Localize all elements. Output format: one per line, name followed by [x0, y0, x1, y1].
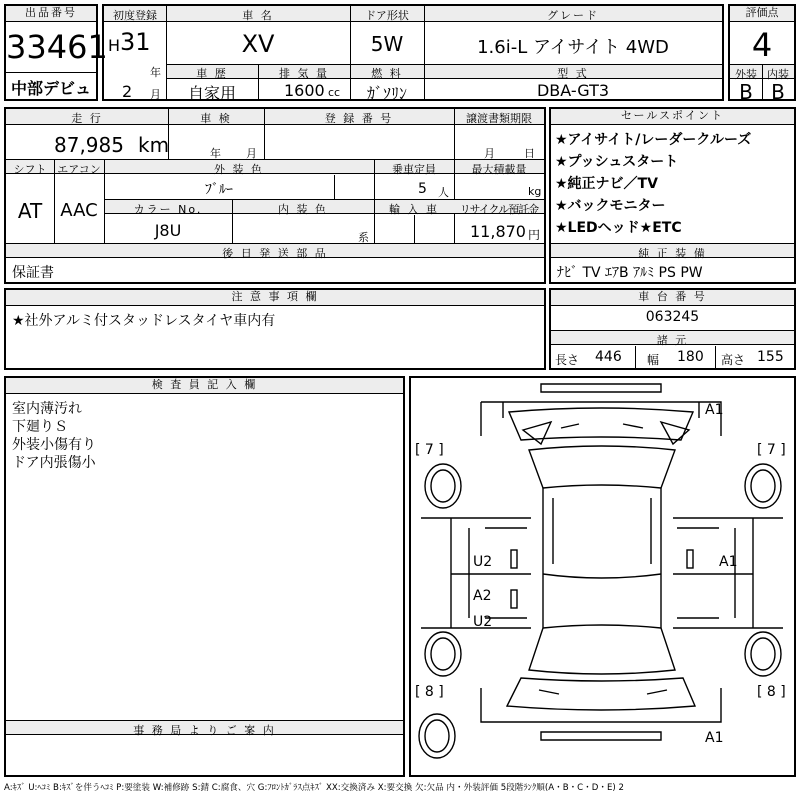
shift: AT	[17, 199, 43, 223]
history: 自家用	[187, 84, 236, 103]
model: DBA-GT3	[536, 81, 610, 100]
mileage-label: 走 行	[71, 112, 103, 125]
inspection-month-unit: 月	[246, 147, 257, 160]
sales-point-item: ★純正ナビ／TV	[555, 176, 658, 192]
score-label: 評価点	[730, 6, 794, 22]
inspector-line: 室内薄汚れ	[12, 401, 82, 417]
details-box	[4, 107, 546, 284]
exterior-color: ﾌﾞﾙｰ	[205, 182, 233, 198]
capacity: 5	[418, 181, 427, 197]
mark-top: A1	[705, 402, 724, 418]
mark-tire-rr: [ 8 ]	[757, 684, 786, 700]
aircon-label: エアコン	[57, 163, 101, 176]
sales-point-item: ★LEDヘッド★ETC	[555, 220, 682, 236]
office-label: 事 務 局 よ り ご 案 内	[133, 724, 276, 737]
legend: A:ｷｽﾞ U:ﾍｺﾐ B:ｷｽﾞを伴うﾍｺﾐ P:要塗装 W:補修跡 S:錆 C:腐食、穴 G:ﾌﾛﾝﾄｶﾞﾗｽ点ｷｽﾞ XX:交換済み X:要交換 欠:欠品 内・外装評価 5段階ﾗﾝｸ順(A・B・C・D・E) 2	[4, 783, 624, 793]
model-label: 型 式	[557, 67, 589, 80]
car-diagram	[409, 376, 796, 777]
lot-number: 33461	[6, 28, 108, 66]
displacement-label: 排 気 量	[279, 67, 329, 80]
interior-color-label: 内 装 色	[278, 203, 328, 216]
mileage: 87,985	[54, 133, 124, 157]
lot-box	[4, 4, 108, 101]
shift-label: シフト	[13, 163, 47, 176]
score: 4	[751, 26, 773, 64]
width-label: 幅	[647, 353, 660, 367]
mark-bottom: A1	[705, 730, 724, 746]
vehicle-header	[102, 4, 724, 101]
grade: 1.6i-L アイサイト 4WD	[477, 37, 669, 58]
sales-points-box	[549, 107, 796, 284]
mark-left-rear-door-a: A2	[473, 588, 492, 604]
chassis-number: 063245	[645, 309, 700, 325]
notes: ★社外アルミ付スタッドレスタイヤ車内有	[12, 313, 276, 329]
sales-point-item: ★プッシュスタート	[555, 154, 679, 170]
inspector-line: ドア内張傷小	[12, 455, 96, 471]
door-label: ドア形状	[365, 9, 409, 22]
mark-right-front-door: A1	[719, 554, 738, 570]
dims-label: 諸 元	[656, 334, 689, 347]
import-label: 輸 入 車	[389, 203, 439, 216]
inspector-box	[4, 376, 405, 777]
recycle-unit: 円	[528, 228, 541, 242]
recycle-fee: 11,870	[470, 222, 526, 241]
recycle-label: リサイクル預託金	[459, 203, 539, 216]
notes-box	[4, 288, 546, 370]
capacity-label: 乗車定員	[392, 163, 436, 176]
color-label: 外 装 色	[214, 163, 264, 176]
inspection-label: 車 検	[200, 112, 232, 125]
width: 180	[677, 349, 704, 365]
displacement: 1600	[284, 81, 325, 100]
door-type: 5W	[370, 32, 404, 56]
notes-label: 注 意 事 項 欄	[6, 290, 544, 306]
first-reg-month: 2	[122, 82, 133, 101]
sales-points-label: セールスポイント	[551, 109, 794, 125]
displacement-unit: cc	[328, 86, 341, 99]
ext-grade: B	[739, 80, 753, 104]
equipment: ﾅﾋﾞ TV ｴｱB ｱﾙﾐ PS PW	[557, 265, 703, 281]
mark-left-rear-door-u: U2	[473, 614, 493, 630]
reg-number-label: 登 録 番 号	[324, 112, 394, 125]
int-grade: B	[771, 80, 785, 104]
first-reg-label: 初度登録	[113, 9, 157, 22]
chassis-box	[549, 288, 796, 370]
height-label: 高さ	[721, 353, 746, 367]
color-no-label: カラー No.	[133, 203, 203, 216]
mark-tire-fr: [ 7 ]	[757, 442, 786, 458]
max-load-label: 最大積載量	[471, 163, 527, 176]
mark-left-front-door: U2	[473, 554, 493, 570]
later-parts: 保証書	[12, 265, 54, 281]
height: 155	[757, 349, 784, 365]
inspector-line: 下廻りＳ	[12, 419, 68, 435]
fuel-label: 燃 料	[371, 67, 403, 80]
mark-tire-rl: [ 8 ]	[415, 684, 444, 700]
car-name-label: 車 名	[242, 9, 274, 22]
corner-name: 中部デビュ	[10, 79, 91, 98]
lot-label: 出品番号	[6, 6, 96, 22]
month-unit: 月	[150, 88, 161, 101]
sales-point-item: ★バックモニター	[555, 198, 666, 214]
later-parts-label: 後 日 発 送 部 品	[222, 247, 328, 260]
equipment-label: 純 正 装 備	[638, 247, 707, 260]
inspector-label: 検 査 員 記 入 欄	[6, 378, 403, 394]
transfer-deadline-label: 譲渡書類期限	[466, 112, 532, 125]
year-unit: 年	[150, 66, 161, 79]
chassis-label: 車 台 番 号	[551, 290, 794, 306]
interior-color-unit: 系	[358, 231, 369, 244]
score-box	[728, 4, 796, 104]
era: H	[108, 36, 121, 55]
inspection-year-unit: 年	[210, 147, 221, 160]
transfer-day-unit: 日	[524, 147, 535, 160]
length-label: 長さ	[555, 353, 580, 367]
ext-label: 外装	[735, 68, 757, 81]
history-label: 車 歴	[196, 67, 228, 80]
inspector-line: 外装小傷有り	[12, 437, 96, 453]
car-outline-diagram	[411, 378, 794, 775]
int-label: 内装	[767, 68, 789, 81]
length: 446	[595, 349, 622, 365]
mileage-unit: km	[138, 133, 170, 157]
transfer-month-unit: 月	[484, 147, 495, 160]
color-no: J8U	[154, 221, 182, 240]
grade-label: グレード	[547, 9, 599, 22]
aircon: AAC	[60, 200, 98, 221]
first-reg-year: 31	[120, 28, 151, 56]
capacity-unit: 人	[438, 186, 449, 199]
mark-tire-fl: [ 7 ]	[415, 442, 444, 458]
sales-point-item: ★アイサイト/レーダークルーズ	[555, 132, 752, 148]
car-name: XV	[241, 30, 275, 58]
fuel: ｶﾞｿﾘﾝ	[366, 84, 407, 103]
max-load-unit: kg	[528, 185, 542, 198]
